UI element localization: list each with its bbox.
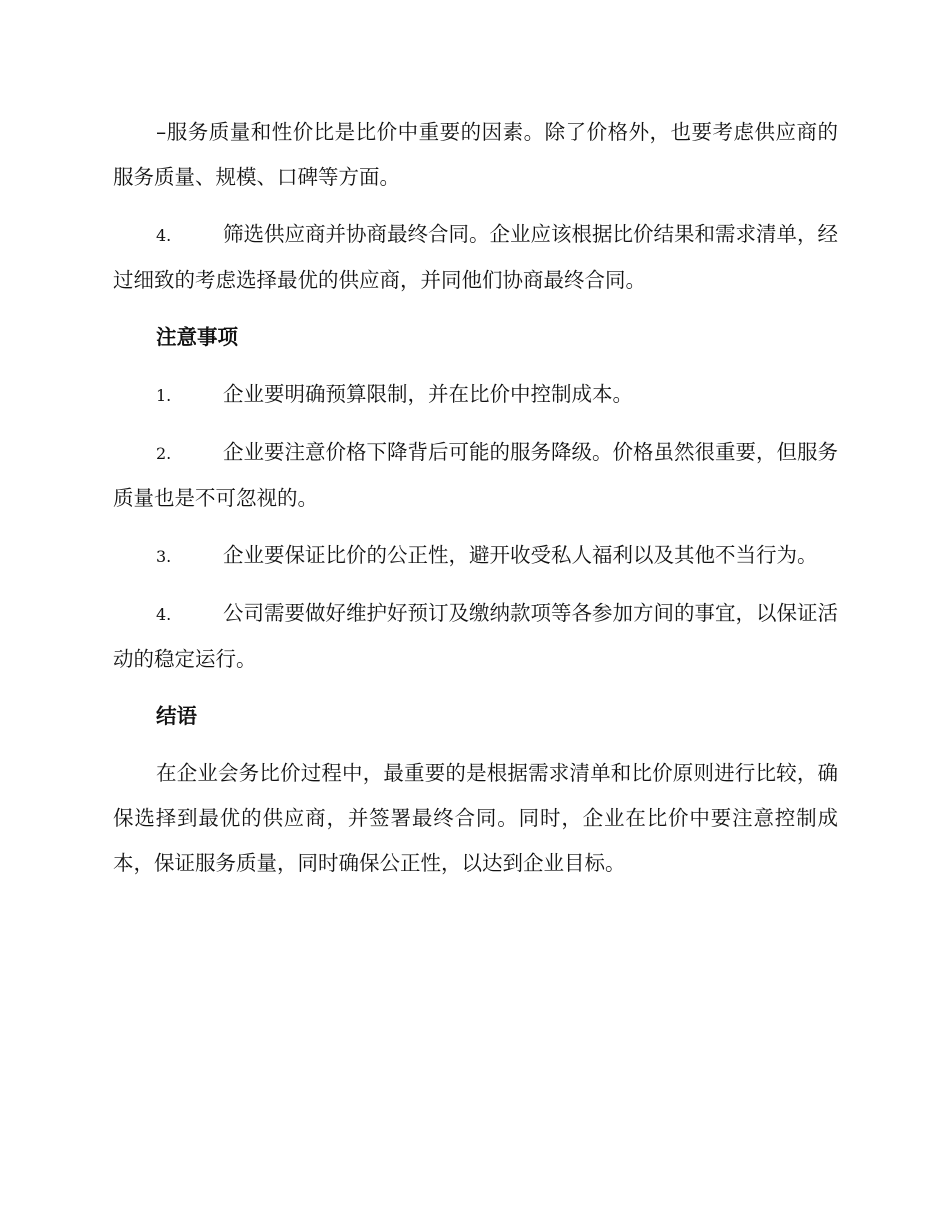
note-2-text: 企业要注意价格下降背后可能的服务降级。价格虽然很重要，但服务质量也是不可忽视的。 <box>113 440 838 510</box>
note-1-text: 企业要明确预算限制，并在比价中控制成本。 <box>223 382 633 406</box>
note-item-4 <box>113 591 838 682</box>
note-item-1 <box>113 372 838 418</box>
notes-heading: 注意事项 <box>156 325 238 349</box>
document-page <box>113 110 838 898</box>
note-4-text: 公司需要做好维护好预订及缴纳款项等各参加方间的事宜，以保证活动的稳定运行。 <box>113 601 838 671</box>
note-1-number: 1. <box>156 386 172 405</box>
step-4-item <box>113 212 838 303</box>
conclusion-heading: 结语 <box>156 704 197 728</box>
conclusion-paragraph: 在企业会务比价过程中，最重要的是根据需求清单和比价原则进行比较，确保选择到最优的供应商，并签署最终合同。同时，企业在比价中要注意控制成本，保证服务质量，同时确保公正性，以达到企业目标。 <box>113 761 838 875</box>
note-4-number: 4. <box>156 605 172 624</box>
note-item-3 <box>113 533 838 579</box>
step-4-number: 4. <box>156 226 172 245</box>
note-3-text: 企业要保证比价的公正性，避开收受私人福利以及其他不当行为。 <box>223 543 818 567</box>
note-item-2 <box>113 430 838 521</box>
note-2-number: 2. <box>156 444 172 463</box>
note-3-number: 3. <box>156 547 172 566</box>
intro-paragraph: –服务质量和性价比是比价中重要的因素。除了价格外，也要考虑供应商的服务质量、规模、口碑等方面。 <box>113 120 838 189</box>
step-4-text: 筛选供应商并协商最终合同。企业应该根据比价结果和需求清单，经过细致的考虑选择最优的供应商，并同他们协商最终合同。 <box>113 222 838 292</box>
